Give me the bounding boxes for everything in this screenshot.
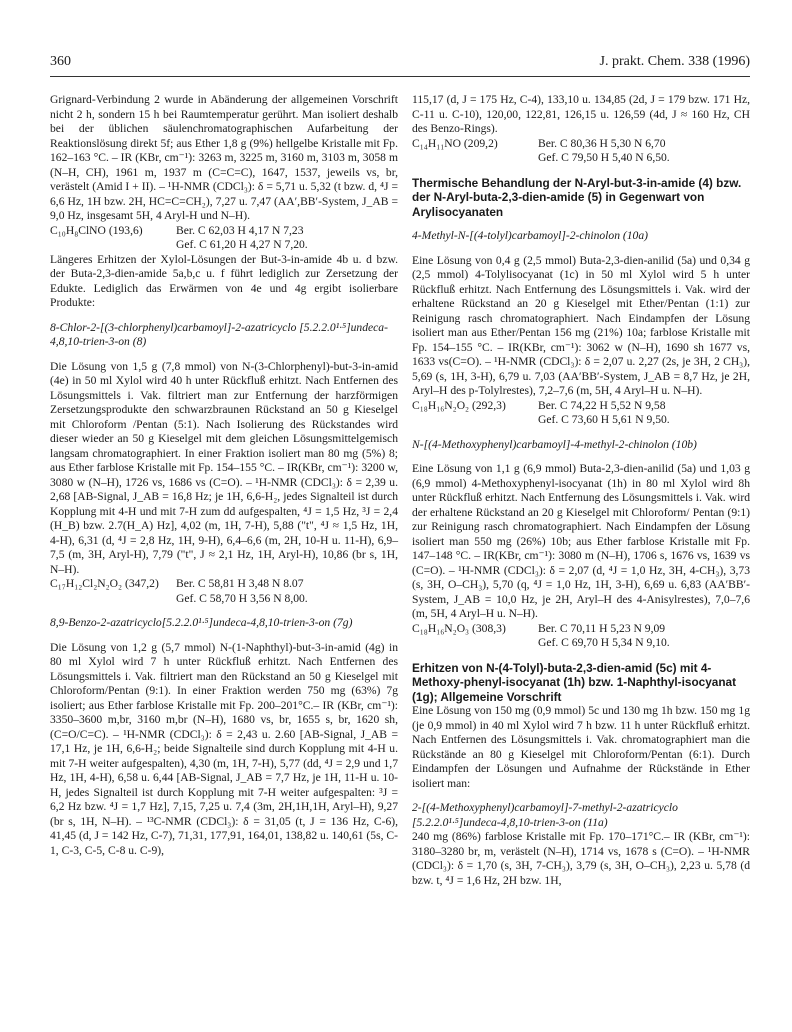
found-values: Gef. C 69,70 H 5,34 N 9,10. <box>538 636 670 649</box>
paragraph: Eine Lösung von 0,4 g (2,5 mmol) Buta-2,3-dien-anilid (5a) und 0,34 g (2,5 mmol) 4-Tolylisocyanat (1c) in 50 ml Xylol wird 5 h unter Rückfluß erhitzt. Nach Entfernung des Lösungsmittels i. Vak. wird der erhaltene Rückstand an 20 g Kieselgel mit Ether/Pentan (1:1) zur Reinigung rasch chromatographiert. Nach Eindampfen der Lösung isoliert man aus Ether/Pentan 156 mg (21%) 10a; farblose Kristalle mit Fp. 154–155 °C. – IR(KBr, cm⁻¹): 3062 w (N–H), 1690 sh 1677 vs, 1633 vs(C=O). – ¹H-NMR (CDCl₃): δ = 2,07 u. 2,27 (2s, je 3H, 2 CH₃), 5,69 (s, 1H, 3-H), 6,79 u. 7,03 (AA′BB′-System, J_AB = 8,7 Hz, je 2H, Aryl–H des p-Tolylrestes), 7,2–7,6 (m, 5H, 4 Aryl–H u. N–H). <box>412 253 750 397</box>
paragraph: Die Lösung von 1,5 g (7,8 mmol) von N-(3-Chlorphenyl)-but-3-in-amid (4e) in 50 ml Xylol wird 40 h unter Rückfluß erhitzt. Nach Entfernen des Lösungsmittels i. Vak. filtriert man zur Entfernung der harzförmigen Zersetzungsprodukte den schwarzbraunen Rückstand an 50 g Kieselgel mit Chloroform /Pentan (5:1). Nach Isolierung des Rückstandes wird dieser wieder an 50 g Kieselgel mit dem gleichen Lösungsmittelgemisch langsam chromatographiert. In einer Fraktion isoliert man 80 mg (5%) 8; aus Ether farblose Kristalle mit Fp. 154–155 °C. – IR(KBr, cm⁻¹): 3200 w, 3080 w (N–H), 1726 vs, 1686 vs (C=O). – ¹H-NMR (CDCl₃): δ = 2,39 u. 2,68 [AB-Signal, J_AB = 16,8 Hz; je 1H, 6,6-H₂, jedes Signalteil ist durch Kopplung mit 4-H und mit 7-H zum dd aufgespalten, ⁴J = 1,5 Hz, ³J = 2,4 (H_B) bzw. 2.7(H_A) Hz], 4,02 (m, 1H, 7-H), 5,88 ("t", ⁴J ≈ 1,5 Hz, 1H, 4-H), 6,31 (d, ⁴J = 2,8 Hz, 1H, 9-H), 6,4–6,6 (m, 2H, 10-H u. 11-H), 6,9–7,5 (m, 3H, Aryl-H), 7,79 ("t", J ≈ 2,1 Hz, 1H, Aryl-H), 10,86 (br s, 1H, N–H). <box>50 359 398 576</box>
molecular-formula: C₁₈H₁₆N₂O₃ (308,3) <box>412 621 506 635</box>
paragraph: Eine Lösung von 150 mg (0,9 mmol) 5c und 130 mg 1h bzw. 150 mg 1g (je 0,9 mmol) in 40 ml Xylol wird 7 h bzw. 11 h unter Rückfluß erhitzt. Nach Entfernen des Lösungsmittels i. Vak. chromatographiert man die Rückstände an 80 g Kieselgel mit Chloroform/Pentan (6:1). Durch Eindampfen der Lösungen und Aufnahme der Rückstände in Ether isoliert man: <box>412 704 750 790</box>
paragraph: Eine Lösung von 1,1 g (6,9 mmol) Buta-2,3-dien-anilid (5a) und 1,03 g (6,9 mmol) 4-Methoxyphenyl-isocyanat (1h) in 80 ml Xylol wird 8h unter Rückfluß erhitzt. Nach Entfernung des Lösungsmittels i. Vak. wird der erhaltene Rückstand an 20 g Kieselgel mit Chloroform/ Pentan (9:1) zur Reinigung rasch chromatographiert. Nach Eindampfen der Lösung isoliert man 550 mg (26%) 10b; aus Ether farblose Kristalle mit Fp. 147–148 °C. – IR(KBr, cm⁻¹): 3080 m (N–H), 1706 s, 1676 vs, 1639 vs (C=O). – ¹H-NMR (CDCl₃): δ = 2,07 (d, ⁴J = 1,0 Hz, 3H, 4-CH₃), 3,73 (s, 3H, O–CH₃), 5,70 (q, ⁴J = 1,0 Hz, 1H, 3-H), 6,69 u. 6,83 (AA′BB′-System, J_AB = 10,0 Hz, je 2H, Aryl–H des 4-Anisylrestes), 7,0–7,6 (m, 5H, 4 Aryl–H u. N–H). <box>412 462 750 620</box>
left-column <box>50 93 398 858</box>
molecular-formula: C₁₇H₁₂Cl₂N₂O₂ (347,2) <box>50 577 159 590</box>
molecular-formula: C₁₈H₁₆N₂O₂ (292,3) <box>412 398 506 412</box>
calc-values: Ber. C 58,81 H 3,48 N 8.07 <box>176 577 304 590</box>
section-heading: Erhitzen von N-(4-Tolyl)-buta-2,3-dien-amid (5c) mit 4-Methoxy-phenyl-isocyanat (1h) bzw. 1-Naphthyl-isocyanat (1g); Allgemeine Vorschrift <box>412 660 737 704</box>
compound-title: N-[(4-Methoxyphenyl)carbamoyl]-4-methyl-2-chinolon (10b) <box>412 437 697 451</box>
calc-values: Ber. C 74,22 H 5,52 N 9,58 <box>538 398 666 412</box>
paragraph: Grignard-Verbindung 2 wurde in Abänderung der allgemeinen Vorschrift nicht 2 h, sondern 15 h bei Raumtemperatur gerührt. Man isoliert deshalb bei der üblichen säulenchromatographischen Aufarbeitung der Reaktionslösung direkt 5f; aus Ether 1,8 g (9%) hellgelbe Kristalle mit Fp. 162–163 °C. – IR (KBr, cm⁻¹): 3263 m, 3225 m, 3160 m, 3103 m, 3058 m (N–H, CH), 1961 m, 1937 m (C=C=C), 1647, 1537, jeweils vs, br, verästelt (Amid I + II). – ¹H-NMR (CDCl₃): δ = 5,71 u. 5,32 (t bzw. d, ⁴J = 6,6 Hz, 1H bzw. 2H, HC=C=CH₂), 7,27 u. 7,47 (AA′,BB′-System, J_AB = 9,0 Hz, insgesamt 5H, 4 Aryl-H und N–H). <box>50 93 398 222</box>
molecular-formula: C₁₀H₈ClNO (193,6) <box>50 223 143 237</box>
section-heading: Thermische Behandlung der N-Aryl-but-3-in-amide (4) bzw. der N-Aryl-buta-2,3-dien-amide (5) in Gegenwart von Arylisocyanaten <box>412 175 742 219</box>
molecular-formula: C₁₄H₁₁NO (209,2) <box>412 136 498 150</box>
found-values: Gef. C 73,60 H 5,61 N 9,50. <box>538 413 670 426</box>
journal-citation: J. prakt. Chem. 338 (1996) <box>599 54 750 69</box>
right-column <box>412 93 750 888</box>
elemental-analysis <box>412 622 750 651</box>
compound-title: 8-Chlor-2-[(3-chlorphenyl)carbamoyl]-2-azatricyclo [5.2.2.0¹·⁵]undeca-4,8,10-trien-3-on (8) <box>50 320 388 348</box>
found-values: Gef. C 58,70 H 3,56 N 8,00. <box>176 591 308 605</box>
paragraph: Die Lösung von 1,2 g (5,7 mmol) N-(1-Naphthyl)-but-3-in-amid (4g) in 80 ml Xylol wird 7 h unter Rückfluß erhitzt. Nach Entfernen des Lösungsmittels i. Vak. filtriert man den Rückstand an 50 g Kieselgel mit Chloroform/Pentan (9:1). In einer Fraktion werden 750 mg (63%) 7g isoliert; aus Ether farblose Kristalle mit Fp. 200–201°C.– IR (KBr, cm⁻¹): 3350–3600 m,br, 3160 m,br (N–H), 1680 vs, br, 1655 s, br, 1620 sh, (C=O/C=C). – ¹H-NMR (CDCl₃): δ = 2,43 u. 2.60 [AB-Signal, J_AB = 17,1 Hz, je 1H, 6,6-H₂; beide Signalteile sind durch Kopplung mit 4-H u. mit 7-H weiter aufgespalten), 4,30 (m, 1H, 7-H), 5,77 (dd, ⁴J = 2,9 und 1,7 Hz, 1H, 4-H), 6,58 u. 6,44 [AB-Signal, J_AB = 7,7 Hz, je 1H, 11-H u. 10-H, jedes Signalteil ist durch Kopplung mit 7-H weiter aufgespalten: ³J = 6,2 Hz bzw. ⁴J = 1,7 Hz], 7,15, 7,25 u. 7,4 (3m, 2H,1H,1H, Aryl–H), 9,27 (br s, 1H, N–H). – ¹³C-NMR (CDCl₃): δ = 31,05 (t, J = 136 Hz, C-6), 41,45 (d, J = 142 Hz, C-7), 71,31, 177,91, 164,01, 138,82 u. 140,61 (5s, C-1, C-3, C-5, C-8 u. C-9), <box>50 640 398 857</box>
elemental-analysis <box>412 137 750 166</box>
compound-title: 2-[(4-Methoxyphenyl)carbamoyl]-7-methyl-2-azatricyclo [5.2.2.0¹·⁵]undeca-4,8,10-trien-3-on (11a) <box>412 801 678 829</box>
paragraph: Längeres Erhitzen der Xylol-Lösungen der But-3-in-amide 4b u. d bzw. der Buta-2,3-dien-amide 5a,b,c u. f führt lediglich zur Zersetzung der Edukte. Lediglich das Erwärmen von 4e und 4g ergibt isolierbare Produkte: <box>50 252 398 309</box>
page-number: 360 <box>50 54 71 69</box>
running-header <box>50 46 750 77</box>
found-values: Gef. C 61,20 H 4,27 N 7,20. <box>176 238 308 251</box>
calc-values: Ber. C 70,11 H 5,23 N 9,09 <box>538 621 666 635</box>
elemental-analysis <box>412 399 750 428</box>
calc-values: Ber. C 62,03 H 4,17 N 7,23 <box>176 223 304 237</box>
calc-values: Ber. C 80,36 H 5,30 N 6,70 <box>538 136 666 150</box>
elemental-analysis <box>50 577 398 606</box>
paragraph: 115,17 (d, J = 175 Hz, C-4), 133,10 u. 134,85 (2d, J = 179 bzw. 171 Hz, C-11 u. C-10), 120,00, 122,81, 126,15 u. 126,59 (4d, J ≈ 160 Hz, CH des Benzo-Rings). <box>412 93 750 135</box>
found-values: Gef. C 79,50 H 5,40 N 6,50. <box>538 151 670 164</box>
paragraph: 240 mg (86%) farblose Kristalle mit Fp. 170–171°C.– IR (KBr, cm⁻¹): 3180–3280 br, m, verästelt (N–H), 1714 vs, 1678 s (C=O). – ¹H-NMR (CDCl₃): δ = 1,70 (s, 3H, 7-CH₃), 3,79 (s, 3H, O–CH₃), 2,23 u. 5,78 (d bzw. t, ⁴J = 1,6 Hz, 2H bzw. 1H, <box>412 830 750 887</box>
compound-title: 8,9-Benzo-2-azatricyclo[5.2.2.0¹·⁵]undeca-4,8,10-trien-3-on (7g) <box>50 616 353 629</box>
compound-title: 4-Methyl-N-[(4-tolyl)carbamoyl]-2-chinolon (10a) <box>412 229 648 242</box>
elemental-analysis <box>50 224 398 253</box>
